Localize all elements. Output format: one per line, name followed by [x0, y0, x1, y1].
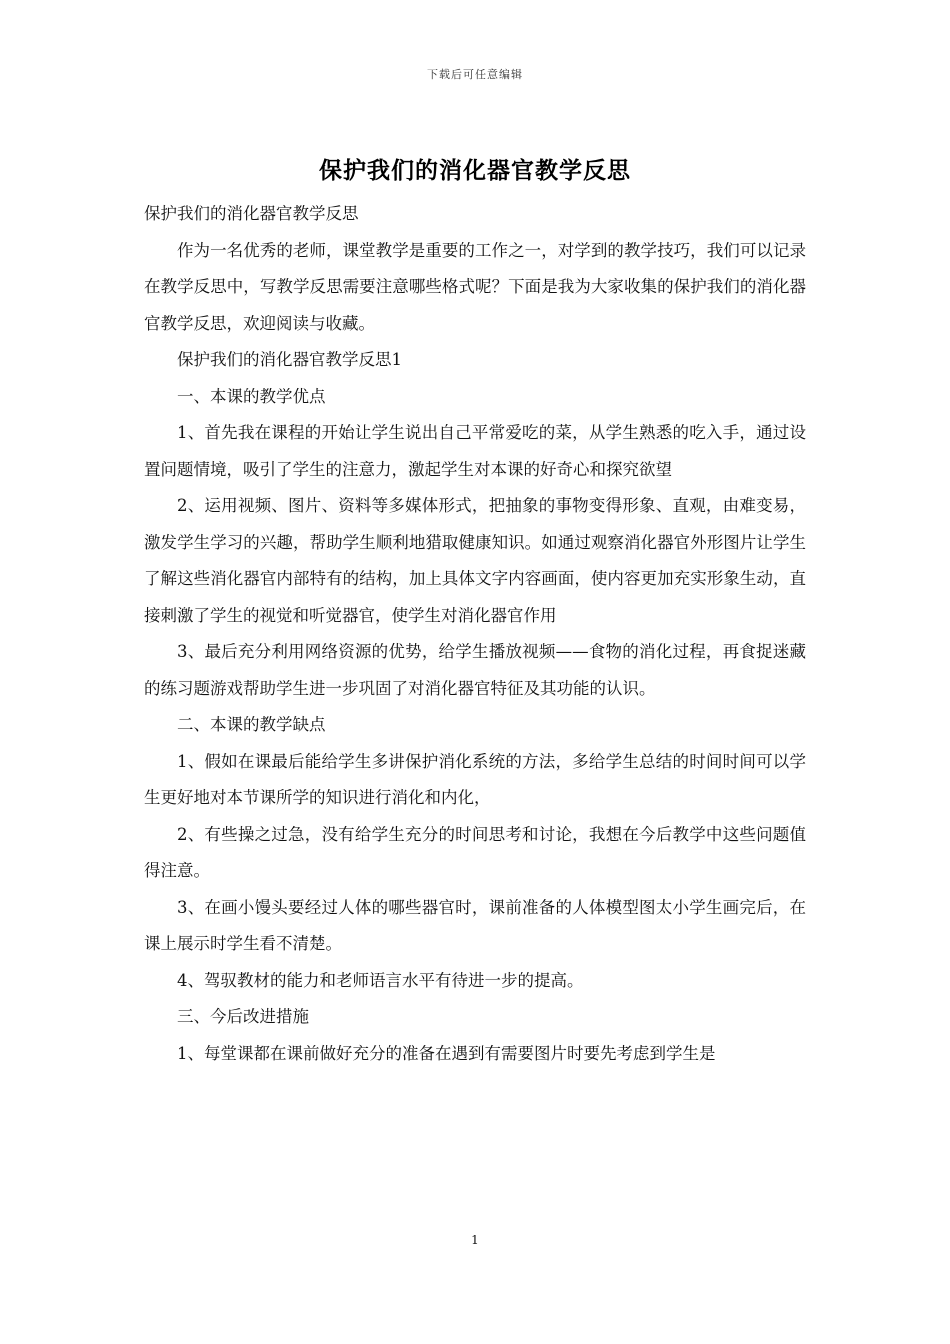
paragraph-intro: 作为一名优秀的老师，课堂教学是重要的工作之一，对学到的教学技巧，我们可以记录在教学反思中，写教学反思需要注意哪些格式呢？下面是我为大家收集的保护我们的消化器官教学反思，欢迎阅读与收藏。	[144, 240, 806, 333]
document-body	[144, 196, 806, 1072]
paragraph-improvement-1: 1、每堂课都在课前做好充分的准备在遇到有需要图片时要先考虑到学生是	[177, 1043, 716, 1063]
paragraph-heading-strengths: 一、本课的教学优点	[177, 386, 326, 406]
paragraph-weakness-3: 3、在画小馒头要经过人体的哪些器官时，课前准备的人体模型图太小学生画完后，在课上展示时学生看不清楚。	[144, 897, 806, 953]
paragraph-heading-improvements: 三、今后改进措施	[177, 1007, 309, 1026]
page-number: 1	[471, 1233, 479, 1247]
paragraph-weakness-1: 1、假如在课最后能给学生多讲保护消化系统的方法，多给学生总结的时间时间可以学生更好地对本节课所学的知识进行消化和内化，	[144, 751, 806, 807]
document-title: 保护我们的消化器官教学反思	[319, 157, 631, 184]
paragraph-weakness-4: 4、驾驭教材的能力和老师语言水平有待进一步的提高。	[177, 970, 584, 990]
paragraph-strength-3: 3、最后充分利用网络资源的优势，给学生播放视频——食物的消化过程，再食捉迷藏的练习题游戏帮助学生进一步巩固了对消化器官特征及其功能的认识。	[144, 642, 806, 698]
paragraph-strength-1: 1、首先我在课程的开始让学生说出自己平常爱吃的菜，从学生熟悉的吃入手，通过设置问题情境，吸引了学生的注意力，激起学生对本课的好奇心和探究欲望	[144, 423, 806, 479]
paragraph-subtitle: 保护我们的消化器官教学反思	[144, 204, 359, 223]
paragraph-weakness-2: 2、有些操之过急，没有给学生充分的时间思考和讨论，我想在今后教学中这些问题值得注意。	[144, 824, 806, 880]
paragraph-strength-2: 2、运用视频、图片、资料等多媒体形式，把抽象的事物变得形象、直观，由难变易，激发学生学习的兴趣，帮助学生顺利地猎取健康知识。如通过观察消化器官外形图片让学生了解这些消化器官内部特有的结构，加上具体文字内容画面，使内容更加充实形象生动，直接刺激了学生的视觉和听觉器官，使学生对消化器官作用	[144, 496, 806, 625]
header-note: 下载后可任意编辑	[427, 68, 523, 81]
paragraph-heading-weaknesses: 二、本课的教学缺点	[177, 715, 326, 734]
paragraph-section-heading: 保护我们的消化器官教学反思1	[177, 350, 402, 369]
